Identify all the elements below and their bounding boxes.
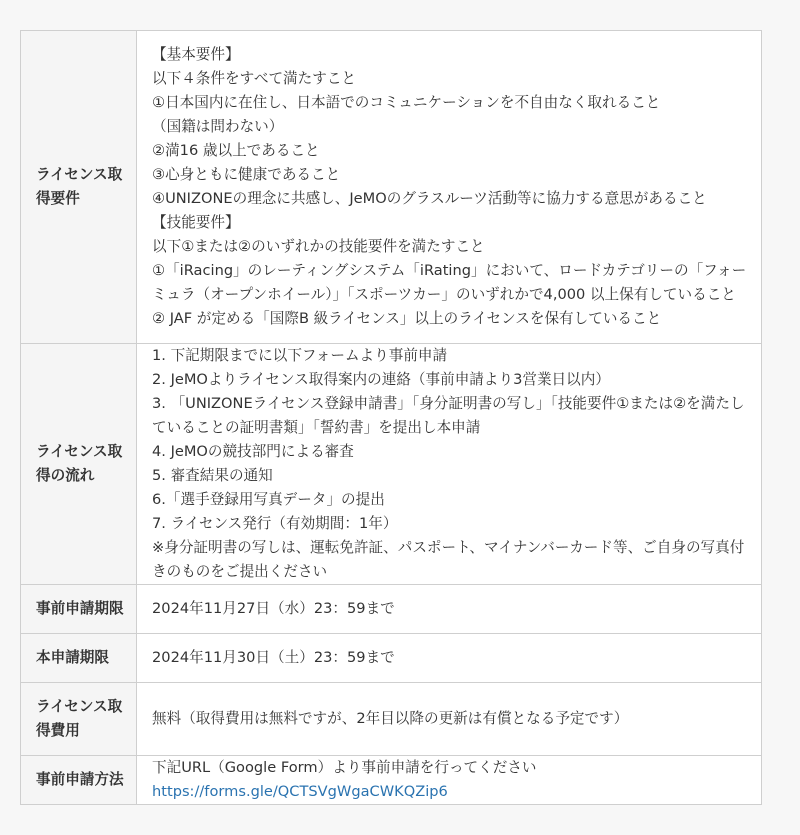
row-value-method: [137, 756, 762, 805]
row-value-flow: [137, 344, 762, 585]
requirements-line: 以下①または②のいずれかの技能要件を満たすこと: [152, 238, 485, 255]
requirements-line: ③心身ともに健康であること: [152, 166, 341, 183]
license-info-table: [20, 30, 762, 805]
flow-step: 6.「選手登録用写真データ」の提出: [152, 491, 385, 508]
row-label-method: 事前申請方法: [21, 756, 137, 805]
requirements-line: 【基本要件】: [152, 46, 240, 63]
requirements-line: ② JAF が定める「国際B 級ライセンス」以上のライセンスを保有していること: [152, 310, 662, 327]
table-row-pre-deadline: [21, 585, 762, 634]
table-row-requirements: [21, 31, 762, 344]
row-label-fee: ライセンス取得費用: [21, 683, 137, 756]
row-label-main-deadline: 本申請期限: [21, 634, 137, 683]
row-value-requirements: [137, 31, 762, 344]
flow-step: 1. 下記期限までに以下フォームより事前申請: [152, 347, 448, 364]
requirements-line: ①日本国内に在住し、日本語でのコミュニケーションを不自由なく取れること: [152, 94, 661, 111]
table-row-method: [21, 756, 762, 805]
row-label-flow: ライセンス取得の流れ: [21, 344, 137, 585]
table-row-main-deadline: [21, 634, 762, 683]
requirements-line: （国籍は問わない）: [152, 118, 284, 135]
row-value-main-deadline: 2024年11月30日（土）23：59まで: [137, 634, 762, 683]
requirements-line: 【技能要件】: [152, 214, 240, 231]
license-info-table-container: [20, 30, 762, 805]
flow-step: 5. 審査結果の通知: [152, 467, 273, 484]
requirements-line: 以下４条件をすべて満たすこと: [152, 70, 357, 87]
row-label-requirements: ライセンス取得要件: [21, 31, 137, 344]
requirements-line: ①「iRacing」のレーティングシステム「iRating」において、ロードカテゴリーの「フォーミュラ（オープンホイール）」「スポーツカー」のいずれかで4,000 以上保有していること: [152, 262, 747, 303]
requirements-line: ④UNIZONEの理念に共感し、JeMOのグラスルーツ活動等に協力する意思があること: [152, 190, 707, 207]
flow-note: ※身分証明書の写しは、運転免許証、パスポート、マイナンバーカード等、ご自身の写真付きのものをご提出ください: [152, 539, 745, 580]
row-label-pre-deadline: 事前申請期限: [21, 585, 137, 634]
application-form-link[interactable]: https://forms.gle/QCTSVgWgaCWKQZip6: [152, 783, 448, 800]
method-text: 下記URL（Google Form）より事前申請を行ってください: [152, 759, 537, 776]
table-row-fee: [21, 683, 762, 756]
row-value-pre-deadline: 2024年11月27日（水）23：59まで: [137, 585, 762, 634]
flow-step: 7. ライセンス発行（有効期間：1年）: [152, 515, 398, 532]
flow-step: 4. JeMOの競技部門による審査: [152, 443, 354, 460]
row-value-fee: 無料（取得費用は無料ですが、2年目以降の更新は有償となる予定です）: [137, 683, 762, 756]
flow-step: 2. JeMOよりライセンス取得案内の連絡（事前申請より3営業日以内）: [152, 371, 610, 388]
table-row-flow: [21, 344, 762, 585]
flow-step: 3. 「UNIZONEライセンス登録申請書」「身分証明書の写し」「技能要件①または②を満たしていることの証明書類」「誓約書」を提出し本申請: [152, 395, 745, 436]
requirements-line: ②満16 歳以上であること: [152, 142, 320, 159]
